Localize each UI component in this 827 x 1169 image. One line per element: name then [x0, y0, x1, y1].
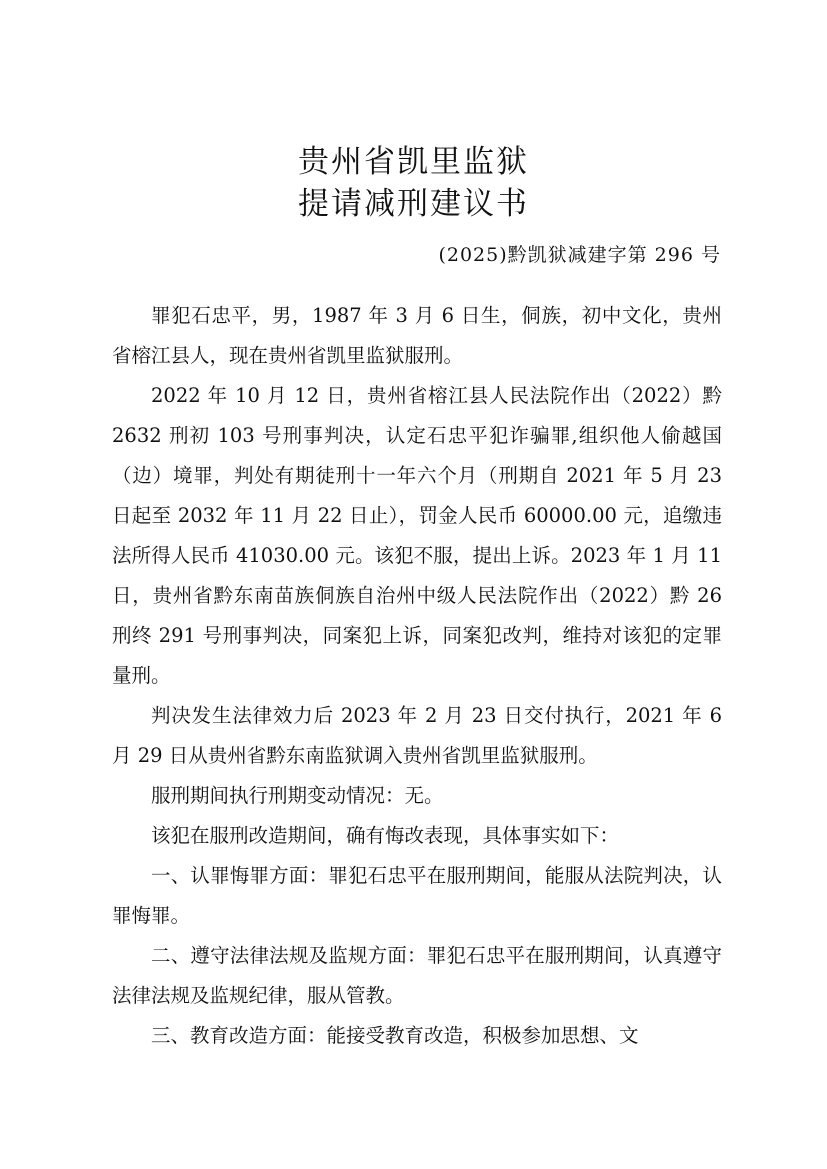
paragraph-section-1: 一、认罪悔罪方面：罪犯石忠平在服刑期间，能服从法院判决，认罪悔罪。 [112, 864, 722, 927]
paragraph-execution: 判决发生法律效力后 2023 年 2 月 23 日交付执行，2021 年 6 月 29 日从贵州省黔东南监狱调入贵州省凯里监狱服刑。 [112, 704, 722, 767]
paragraph-judgment: 2022 年 10 月 12 日，贵州省榕江县人民法院作出（2022）黔 2632 刑初 103 号刑事判决，认定石忠平犯诈骗罪,组织他人偷越国（边）境罪，判处有期徒刑十一年六个月（刑期自 2021 年 5 月 23 日起至 2032 年 11 月 22 日止），罚金人民币 60000.00 元，追缴违法所得人民币 41030.00 元。该犯不服，提出上诉。2023 年 1 月 11 日，贵州省黔东南苗族侗族自治州中级人民法院作出（2022）黔 26 刑终 291 号刑事判决，同案犯上诉，同案犯改判，维持对该犯的定罪量刑。 [112, 384, 722, 687]
paragraph-repentance-intro: 该犯在服刑改造期间，确有悔改表现，具体事实如下： [151, 824, 620, 847]
document-body [112, 296, 722, 1056]
paragraph-sentence-change: 服刑期间执行刑期变动情况：无。 [151, 784, 444, 807]
paragraph-section-2: 二、遵守法律法规及监规方面：罪犯石忠平在服刑期间，认真遵守法律法规及监规纪律，服从管教。 [112, 944, 722, 1007]
document-number: (2025)黔凯狱减建字第 296 号 [438, 244, 721, 266]
paragraph-section-3: 三、教育改造方面：能接受教育改造，积极参加思想、文 [151, 1024, 639, 1047]
paragraph-personal-info: 罪犯石忠平，男，1987 年 3 月 6 日生，侗族，初中文化，贵州省榕江县人，现在贵州省凯里监狱服刑。 [112, 304, 722, 367]
document-title-line-2: 提请减刑建议书 [298, 186, 529, 222]
document-title-line-1: 贵州省凯里监狱 [298, 144, 529, 180]
